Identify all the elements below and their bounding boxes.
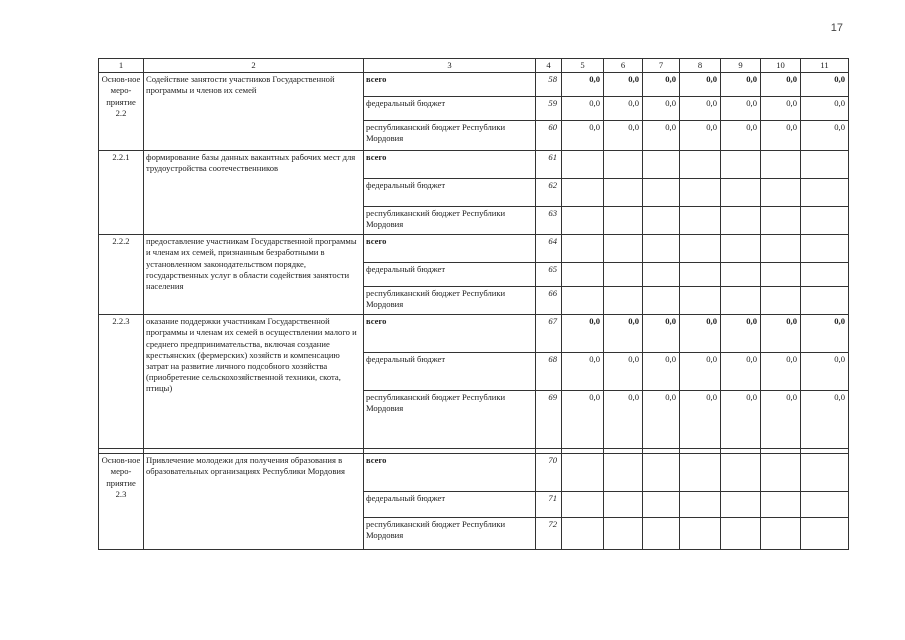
- line-number: 63: [536, 207, 562, 235]
- value-cell: [761, 235, 801, 263]
- value-cell: [721, 287, 761, 315]
- value-cell: [761, 179, 801, 207]
- header-cell: 7: [643, 59, 680, 73]
- line-number: 58: [536, 73, 562, 97]
- line-number: 64: [536, 235, 562, 263]
- value-cell: [721, 207, 761, 235]
- value-cell: [721, 454, 761, 492]
- value-cell: 0,0: [680, 353, 721, 391]
- value-cell: 0,0: [562, 97, 604, 121]
- value-cell: [680, 287, 721, 315]
- value-cell: [761, 454, 801, 492]
- value-cell: [643, 518, 680, 550]
- header-cell: 3: [364, 59, 536, 73]
- value-cell: [643, 454, 680, 492]
- value-cell: 0,0: [680, 121, 721, 151]
- value-cell: [562, 492, 604, 518]
- value-cell: [801, 235, 849, 263]
- event-name: Привлечение молодежи для получения образования в образовательных организациях Республики Мордовия: [144, 454, 364, 550]
- value-cell: [643, 179, 680, 207]
- funding-source: всего: [364, 151, 536, 179]
- value-cell: 0,0: [680, 97, 721, 121]
- value-cell: [761, 492, 801, 518]
- value-cell: [604, 263, 643, 287]
- value-cell: [761, 263, 801, 287]
- value-cell: [604, 151, 643, 179]
- value-cell: 0,0: [721, 353, 761, 391]
- value-cell: [721, 492, 761, 518]
- value-cell: 0,0: [604, 315, 643, 353]
- value-cell: 0,0: [721, 315, 761, 353]
- value-cell: [761, 518, 801, 550]
- value-cell: 0,0: [721, 121, 761, 151]
- value-cell: 0,0: [801, 97, 849, 121]
- value-cell: 0,0: [721, 97, 761, 121]
- value-cell: 0,0: [680, 391, 721, 449]
- value-cell: [721, 179, 761, 207]
- value-cell: 0,0: [562, 353, 604, 391]
- funding-source: республиканский бюджет Республики Мордовия: [364, 391, 536, 449]
- value-cell: [801, 492, 849, 518]
- value-cell: [801, 263, 849, 287]
- value-cell: [604, 454, 643, 492]
- table-row: [99, 315, 849, 353]
- value-cell: [721, 235, 761, 263]
- value-cell: [604, 235, 643, 263]
- budget-table: [98, 58, 849, 550]
- value-cell: [721, 518, 761, 550]
- value-cell: [562, 151, 604, 179]
- funding-source: республиканский бюджет Республики Мордовия: [364, 207, 536, 235]
- value-cell: 0,0: [721, 73, 761, 97]
- line-number: 62: [536, 179, 562, 207]
- line-number: 68: [536, 353, 562, 391]
- value-cell: [562, 263, 604, 287]
- value-cell: [801, 454, 849, 492]
- value-cell: [721, 151, 761, 179]
- header-cell: 9: [721, 59, 761, 73]
- line-number: 70: [536, 454, 562, 492]
- header-cell: 10: [761, 59, 801, 73]
- value-cell: [680, 454, 721, 492]
- value-cell: [801, 207, 849, 235]
- event-code: Основ-ное меро-приятие 2.2: [99, 73, 144, 151]
- header-cell: 5: [562, 59, 604, 73]
- value-cell: [680, 207, 721, 235]
- line-number: 67: [536, 315, 562, 353]
- value-cell: 0,0: [643, 391, 680, 449]
- line-number: 61: [536, 151, 562, 179]
- funding-source: всего: [364, 73, 536, 97]
- line-number: 66: [536, 287, 562, 315]
- line-number: 65: [536, 263, 562, 287]
- header-cell: 1: [99, 59, 144, 73]
- value-cell: [680, 492, 721, 518]
- funding-source: республиканский бюджет Республики Мордовия: [364, 518, 536, 550]
- page-number: 17: [830, 22, 843, 34]
- funding-source: федеральный бюджет: [364, 492, 536, 518]
- funding-source: всего: [364, 454, 536, 492]
- funding-source: федеральный бюджет: [364, 263, 536, 287]
- value-cell: [801, 518, 849, 550]
- value-cell: [604, 492, 643, 518]
- value-cell: 0,0: [761, 315, 801, 353]
- value-cell: 0,0: [643, 315, 680, 353]
- line-number: 72: [536, 518, 562, 550]
- value-cell: 0,0: [801, 315, 849, 353]
- table-row: [99, 151, 849, 179]
- table-row: [99, 454, 849, 492]
- value-cell: 0,0: [604, 121, 643, 151]
- funding-source: республиканский бюджет Республики Мордовия: [364, 287, 536, 315]
- value-cell: [562, 179, 604, 207]
- value-cell: 0,0: [801, 73, 849, 97]
- value-cell: [562, 518, 604, 550]
- value-cell: [562, 454, 604, 492]
- value-cell: [643, 492, 680, 518]
- value-cell: 0,0: [604, 353, 643, 391]
- value-cell: [721, 263, 761, 287]
- event-name: Содействие занятости участников Государственной программы и членов их семей: [144, 73, 364, 151]
- event-code: 2.2.2: [99, 235, 144, 315]
- value-cell: [761, 287, 801, 315]
- funding-source: республиканский бюджет Республики Мордовия: [364, 121, 536, 151]
- line-number: 71: [536, 492, 562, 518]
- value-cell: 0,0: [643, 73, 680, 97]
- value-cell: 0,0: [801, 353, 849, 391]
- value-cell: 0,0: [643, 121, 680, 151]
- event-code: Основ-ное меро-приятие 2.3: [99, 454, 144, 550]
- value-cell: [604, 287, 643, 315]
- value-cell: [761, 151, 801, 179]
- value-cell: 0,0: [562, 391, 604, 449]
- value-cell: [643, 287, 680, 315]
- funding-source: федеральный бюджет: [364, 353, 536, 391]
- value-cell: [801, 151, 849, 179]
- value-cell: 0,0: [562, 73, 604, 97]
- value-cell: 0,0: [761, 121, 801, 151]
- value-cell: 0,0: [761, 73, 801, 97]
- value-cell: [562, 207, 604, 235]
- value-cell: [604, 179, 643, 207]
- value-cell: 0,0: [761, 97, 801, 121]
- event-code: 2.2.3: [99, 315, 144, 449]
- funding-source: всего: [364, 315, 536, 353]
- table-row: [99, 73, 849, 97]
- header-cell: 11: [801, 59, 849, 73]
- value-cell: [643, 263, 680, 287]
- funding-source: всего: [364, 235, 536, 263]
- value-cell: [643, 235, 680, 263]
- table-body: [99, 59, 849, 550]
- value-cell: [761, 207, 801, 235]
- header-cell: 4: [536, 59, 562, 73]
- line-number: 69: [536, 391, 562, 449]
- event-name: формирование базы данных вакантных рабочих мест для трудоустройства соотечественников: [144, 151, 364, 235]
- value-cell: 0,0: [680, 73, 721, 97]
- event-name: предоставление участникам Государственной программы и членам их семей, признанным безработными в установленном законодательством порядке, государственных услуг в области содействия занятости населения: [144, 235, 364, 315]
- value-cell: [604, 518, 643, 550]
- value-cell: 0,0: [801, 391, 849, 449]
- value-cell: [680, 235, 721, 263]
- header-cell: 8: [680, 59, 721, 73]
- header-cell: 6: [604, 59, 643, 73]
- value-cell: [680, 263, 721, 287]
- event-code: 2.2.1: [99, 151, 144, 235]
- line-number: 59: [536, 97, 562, 121]
- value-cell: 0,0: [562, 121, 604, 151]
- value-cell: [562, 287, 604, 315]
- value-cell: [680, 151, 721, 179]
- line-number: 60: [536, 121, 562, 151]
- value-cell: [801, 179, 849, 207]
- header-cell: 2: [144, 59, 364, 73]
- event-name: оказание поддержки участникам Государственной программы и членам их семей в осуществлении малого и среднего предпринимательства, включая создание крестьянских (фермерских) хозяйств и компенсацию затрат на развитие личного подсобного хозяйства (приобретение сельскохозяйственной техники, скота, птицы): [144, 315, 364, 449]
- value-cell: 0,0: [562, 315, 604, 353]
- value-cell: 0,0: [761, 391, 801, 449]
- value-cell: [680, 179, 721, 207]
- value-cell: 0,0: [604, 73, 643, 97]
- funding-source: федеральный бюджет: [364, 97, 536, 121]
- value-cell: [801, 287, 849, 315]
- table-row: [99, 235, 849, 263]
- value-cell: 0,0: [721, 391, 761, 449]
- funding-source: федеральный бюджет: [364, 179, 536, 207]
- value-cell: 0,0: [680, 315, 721, 353]
- value-cell: [643, 151, 680, 179]
- value-cell: 0,0: [801, 121, 849, 151]
- value-cell: 0,0: [643, 353, 680, 391]
- value-cell: 0,0: [604, 391, 643, 449]
- value-cell: [604, 207, 643, 235]
- value-cell: [643, 207, 680, 235]
- value-cell: 0,0: [643, 97, 680, 121]
- value-cell: [680, 518, 721, 550]
- value-cell: [562, 235, 604, 263]
- header-row: [99, 59, 849, 73]
- value-cell: 0,0: [761, 353, 801, 391]
- value-cell: 0,0: [604, 97, 643, 121]
